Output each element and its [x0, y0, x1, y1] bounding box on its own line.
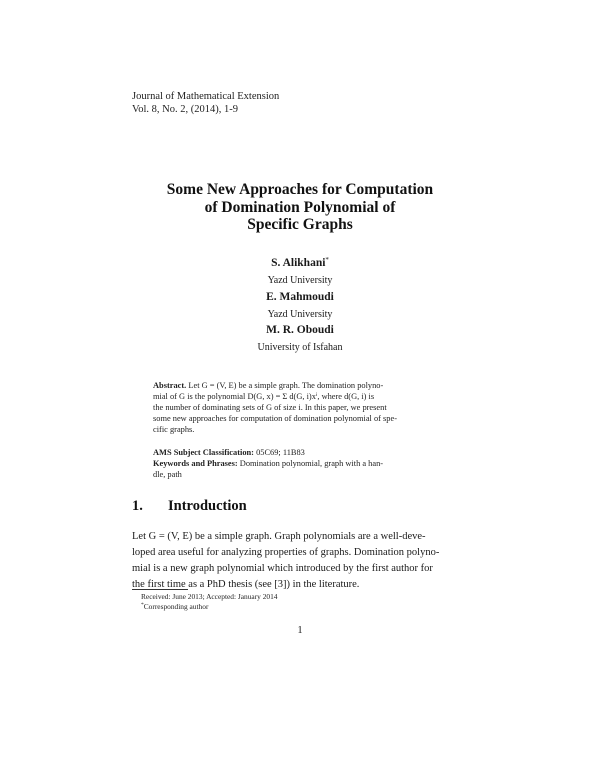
page-number: 1	[297, 625, 303, 636]
body-line-1: Let G = (V, E) be a simple graph. Graph polynomials are a well-deve-	[132, 531, 426, 542]
section-heading	[132, 498, 247, 515]
section-number: 1.	[132, 498, 143, 514]
body-line-4: the first time as a PhD thesis (see [3]) in the literature.	[132, 579, 360, 590]
author-1	[0, 256, 600, 287]
msc-value: 05C69; 11B83	[256, 448, 305, 457]
keywords-label: Keywords and Phrases:	[153, 459, 238, 468]
author-3	[0, 323, 600, 354]
footnote-corresponding: Corresponding author	[143, 602, 209, 611]
author-2-name: E. Mahmoudi	[266, 291, 334, 303]
author-2	[0, 290, 600, 321]
abstract-line-4: some new approaches for computation of domination polynomial of spe-	[153, 414, 397, 423]
author-3-name: M. R. Oboudi	[266, 324, 334, 336]
msc-label: AMS Subject Classification:	[153, 448, 254, 457]
journal-header	[132, 90, 279, 116]
classification-block	[153, 447, 453, 480]
footnote-mark: *	[141, 602, 144, 608]
paper-title	[0, 181, 600, 234]
abstract-line-2: mial of G is the polynomial D(G, x) = Σ d(G, i)xⁱ, where d(G, i) is	[153, 392, 375, 401]
author-2-affiliation: Yazd University	[267, 309, 333, 320]
footnotes	[141, 592, 277, 612]
keywords-value: Domination polynomial, graph with a han-	[239, 459, 384, 468]
abstract-line-1: Let G = (V, E) be a simple graph. The domination polyno-	[188, 381, 384, 390]
title-line-3: Specific Graphs	[247, 216, 353, 233]
author-1-mark: *	[325, 256, 329, 264]
abstract-line-3: the number of dominating sets of G of size i. In this paper, we present	[153, 403, 387, 412]
author-3-affiliation: University of Isfahan	[257, 342, 343, 353]
body-line-2: loped area useful for analyzing properties of graphs. Domination polyno-	[132, 547, 440, 558]
author-1-affiliation: Yazd University	[267, 275, 333, 286]
footnote-received: Received: June 2013; Accepted: January 2014	[141, 592, 278, 601]
section-title: Introduction	[168, 498, 247, 514]
body-line-3: mial is a new graph polynomial which introduced by the first author for	[132, 563, 433, 574]
title-line-1: Some New Approaches for Computation	[166, 181, 434, 198]
journal-name: Journal of Mathematical Extension	[132, 91, 280, 102]
abstract	[153, 380, 447, 435]
keywords-value-cont: dle, path	[153, 470, 182, 479]
title-line-2: of Domination Polynomial of	[204, 198, 396, 216]
journal-volume: Vol. 8, No. 2, (2014), 1-9	[132, 104, 238, 115]
author-1-name: S. Alikhani	[271, 257, 326, 269]
intro-paragraph	[132, 529, 466, 593]
abstract-label: Abstract.	[153, 381, 187, 390]
abstract-line-5: cific graphs.	[153, 425, 195, 434]
footnote-rule	[132, 589, 188, 590]
